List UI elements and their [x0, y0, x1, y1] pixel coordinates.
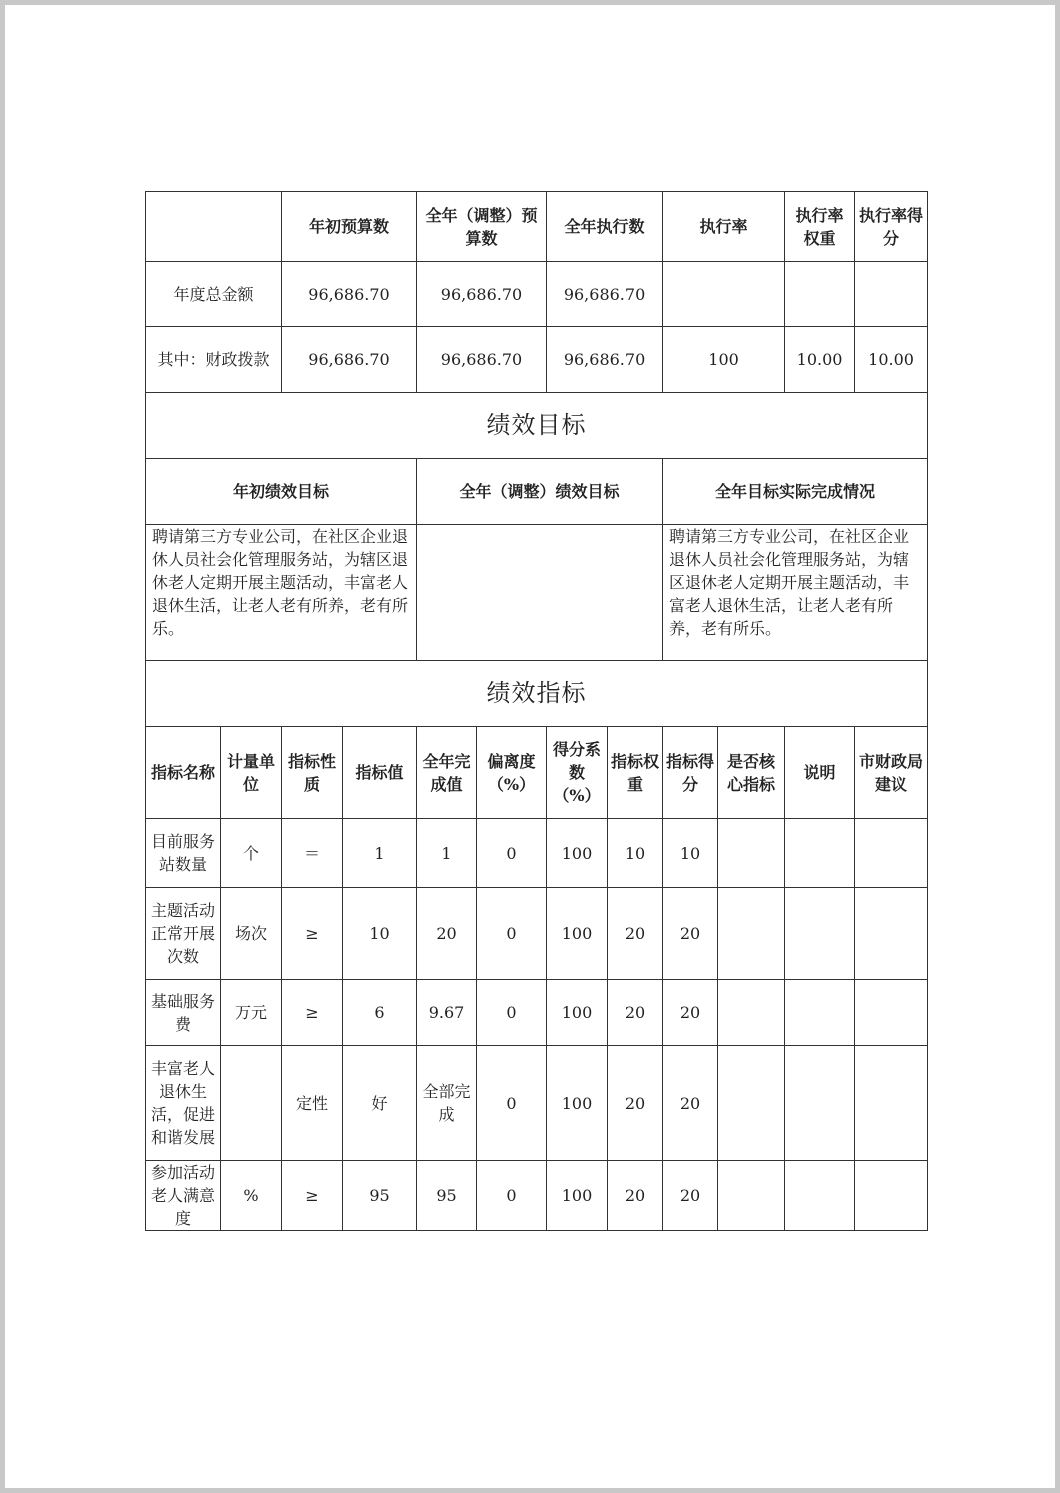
indicator-cell: 基础服务费 — [146, 980, 221, 1046]
indicator-cell: 0 — [477, 1046, 547, 1161]
indicator-cell — [718, 819, 785, 888]
indicator-cell — [718, 1046, 785, 1161]
budget-header: 年初预算数 — [282, 192, 417, 262]
budget-header: 全年执行数 — [547, 192, 663, 262]
indicator-header: 市财政局建议 — [855, 727, 928, 819]
budget-cell: 100 — [663, 327, 785, 393]
indicator-cell: ≥ — [282, 980, 343, 1046]
indicator-cell: ≥ — [282, 888, 343, 980]
goals-section-row — [146, 393, 928, 459]
indicator-cell: ≥ — [282, 1161, 343, 1231]
indicator-cell: 定性 — [282, 1046, 343, 1161]
budget-cell: 96,686.70 — [547, 262, 663, 327]
indicator-cell: 20 — [608, 888, 663, 980]
indicator-row — [146, 980, 928, 1046]
indicator-cell: 20 — [663, 1046, 718, 1161]
budget-row — [146, 262, 928, 327]
goals-header: 年初绩效目标 — [146, 459, 417, 525]
indicator-cell: 100 — [547, 888, 608, 980]
indicator-header: 是否核心指标 — [718, 727, 785, 819]
indicators-section-title: 绩效指标 — [146, 661, 928, 727]
budget-cell: 96,686.70 — [547, 327, 663, 393]
indicator-cell: 主题活动正常开展次数 — [146, 888, 221, 980]
indicator-header: 指标值 — [343, 727, 417, 819]
indicator-cell: 目前服务站数量 — [146, 819, 221, 888]
indicator-row — [146, 888, 928, 980]
budget-cell — [785, 262, 855, 327]
indicator-cell — [785, 980, 855, 1046]
budget-cell: 96,686.70 — [282, 327, 417, 393]
indicator-cell: ＝ — [282, 819, 343, 888]
indicator-cell — [855, 888, 928, 980]
indicator-cell: 95 — [343, 1161, 417, 1231]
budget-corner-cell — [146, 192, 282, 262]
indicator-cell — [785, 888, 855, 980]
indicator-cell — [855, 1046, 928, 1161]
indicator-cell — [785, 1161, 855, 1231]
indicator-cell: 个 — [221, 819, 282, 888]
indicator-cell — [855, 819, 928, 888]
indicator-cell — [855, 980, 928, 1046]
indicator-cell: 100 — [547, 1161, 608, 1231]
budget-cell: 10.00 — [785, 327, 855, 393]
budget-header: 执行率 — [663, 192, 785, 262]
indicator-cell: 10 — [343, 888, 417, 980]
indicator-cell: 0 — [477, 819, 547, 888]
indicator-header: 全年完成值 — [417, 727, 477, 819]
budget-row-label: 年度总金额 — [146, 262, 282, 327]
indicator-cell: 万元 — [221, 980, 282, 1046]
indicator-cell — [221, 1046, 282, 1161]
goals-adjusted-text — [417, 525, 663, 661]
indicator-header: 计量单位 — [221, 727, 282, 819]
budget-cell: 96,686.70 — [417, 327, 547, 393]
indicators-header-row — [146, 727, 928, 819]
indicator-cell — [785, 819, 855, 888]
indicator-header: 指标名称 — [146, 727, 221, 819]
budget-cell: 10.00 — [855, 327, 928, 393]
document-page — [5, 5, 1055, 1488]
indicator-header: 偏离度（%） — [477, 727, 547, 819]
indicator-cell: 好 — [343, 1046, 417, 1161]
indicator-header: 得分系数（%） — [547, 727, 608, 819]
goals-header: 全年目标实际完成情况 — [663, 459, 928, 525]
indicator-header: 指标得分 — [663, 727, 718, 819]
indicator-cell: 参加活动老人满意度 — [146, 1161, 221, 1231]
budget-header-row — [146, 192, 928, 262]
budget-row — [146, 327, 928, 393]
indicator-cell: 100 — [547, 1046, 608, 1161]
indicators-section-row — [146, 661, 928, 727]
indicator-cell: 0 — [477, 1161, 547, 1231]
goals-content-row — [146, 525, 928, 661]
budget-header: 全年（调整）预算数 — [417, 192, 547, 262]
indicator-cell: 9.67 — [417, 980, 477, 1046]
indicator-cell: 100 — [547, 980, 608, 1046]
indicator-cell: 0 — [477, 980, 547, 1046]
indicator-cell — [718, 888, 785, 980]
indicator-cell: 100 — [547, 819, 608, 888]
indicator-header: 指标权重 — [608, 727, 663, 819]
goals-section-title: 绩效目标 — [146, 393, 928, 459]
budget-header: 执行率权重 — [785, 192, 855, 262]
indicator-cell: 10 — [663, 819, 718, 888]
indicator-cell: % — [221, 1161, 282, 1231]
goals-initial-text: 聘请第三方专业公司，在社区企业退休人员社会化管理服务站，为辖区退休老人定期开展主题活动，丰富老人退休生活，让老人老有所养，老有所乐。 — [146, 525, 417, 661]
indicator-cell: 场次 — [221, 888, 282, 980]
indicator-cell: 10 — [608, 819, 663, 888]
indicator-cell: 0 — [477, 888, 547, 980]
indicator-cell: 丰富老人退休生活，促进和谐发展 — [146, 1046, 221, 1161]
indicator-cell: 20 — [663, 1161, 718, 1231]
indicator-row — [146, 1046, 928, 1161]
budget-cell — [663, 262, 785, 327]
indicator-row — [146, 819, 928, 888]
indicator-cell: 20 — [608, 980, 663, 1046]
performance-table — [145, 191, 928, 1231]
indicator-cell: 20 — [417, 888, 477, 980]
indicator-cell: 6 — [343, 980, 417, 1046]
indicator-header: 指标性质 — [282, 727, 343, 819]
indicator-cell: 20 — [663, 888, 718, 980]
goals-header: 全年（调整）绩效目标 — [417, 459, 663, 525]
budget-row-label: 其中：财政拨款 — [146, 327, 282, 393]
indicator-row — [146, 1161, 928, 1231]
indicator-cell — [718, 1161, 785, 1231]
indicator-cell: 20 — [608, 1161, 663, 1231]
indicator-header: 说明 — [785, 727, 855, 819]
indicator-cell: 20 — [663, 980, 718, 1046]
indicator-cell — [718, 980, 785, 1046]
indicator-cell: 全部完成 — [417, 1046, 477, 1161]
goals-header-row — [146, 459, 928, 525]
indicator-cell: 1 — [343, 819, 417, 888]
indicator-cell: 20 — [608, 1046, 663, 1161]
budget-header: 执行率得分 — [855, 192, 928, 262]
indicator-cell: 95 — [417, 1161, 477, 1231]
indicator-cell — [785, 1046, 855, 1161]
budget-cell: 96,686.70 — [282, 262, 417, 327]
goals-actual-text: 聘请第三方专业公司，在社区企业退休人员社会化管理服务站，为辖区退休老人定期开展主题活动，丰富老人退休生活，让老人老有所养，老有所乐。 — [663, 525, 928, 661]
budget-cell: 96,686.70 — [417, 262, 547, 327]
indicator-cell — [855, 1161, 928, 1231]
budget-cell — [855, 262, 928, 327]
indicator-cell: 1 — [417, 819, 477, 888]
